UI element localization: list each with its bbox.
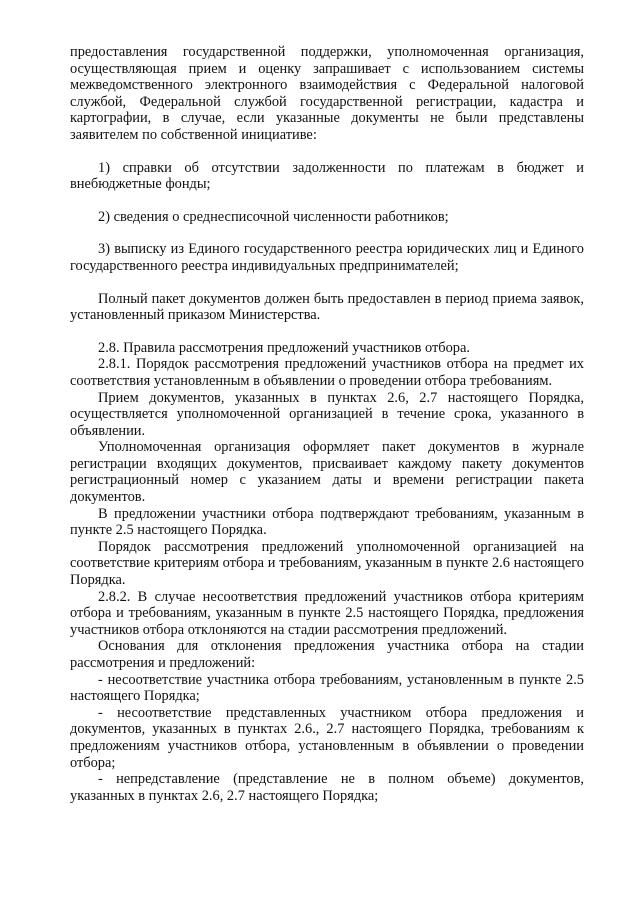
paragraph-confirmation: В предложении участники отбора подтверждают требованиям, указанным в пункте 2.5 настоящего Порядка. bbox=[70, 505, 584, 539]
list-item-participant-mismatch: - несоответствие участника отбора требованиям, установленным в пункте 2.5 настоящего Порядка; bbox=[70, 671, 584, 705]
list-item-registry-extract: 3) выписку из Единого государственного реестра юридических лиц и Единого государственного реестра индивидуальных предпринимателей; bbox=[70, 241, 584, 274]
list-item-non-submission: - непредставление (представление не в полном объеме) документов, указанных в пунктах 2.6, 2.7 настоящего Порядка; bbox=[70, 771, 584, 804]
paragraph-full-package: Полный пакет документов должен быть предоставлен в период приема заявок, установленный приказом Министерства. bbox=[70, 290, 584, 324]
paragraph-2-8-1: 2.8.1. Порядок рассмотрения предложений участников отбора на предмет их соответствия установленным в объявлении о проведении отбора требованиям. bbox=[70, 356, 584, 389]
list-item-documents-mismatch: - несоответствие представленных участником отбора предложения и документов, указанных в пунктах 2.6., 2.7 настоящего Порядка, требованиям к предложениям участников отбора, установленным в объявлении о проведении отбора; bbox=[70, 704, 584, 771]
list-item-employees: 2) сведения о среднесписочной численности работников; bbox=[98, 208, 449, 225]
paragraph-document-intake: Прием документов, указанных в пунктах 2.6, 2.7 настоящего Порядка, осуществляется уполномоченной организацией в течение срока, указанного в объявлении. bbox=[70, 389, 584, 439]
paragraph-2-8-2: 2.8.2. В случае несоответствия предложений участников отбора критериям отбора и требованиям, указанным в пункте 2.5 настоящего Порядка, предложения участников отбора отклоняются на стадии рассмотрения предложений. bbox=[70, 588, 584, 638]
paragraph-review-procedure: Порядок рассмотрения предложений уполномоченной организацией на соответствие критериям отбора и требованиям, указанным в пункте 2.6 настоящего Порядка. bbox=[70, 538, 584, 589]
paragraph-rejection-grounds: Основания для отклонения предложения участника отбора на стадии рассмотрения и предложений: bbox=[70, 638, 584, 671]
section-heading-2-8: 2.8. Правила рассмотрения предложений участников отбора. bbox=[98, 339, 470, 356]
paragraph-intro: предоставления государственной поддержки, уполномоченная организация, осуществляющая прием и оценку запрашивает с использованием системы межведомственного электронного взаимодействия с Федеральной налоговой службой, Федеральной службой государственной регистрации, кадастра и картографии, в случае, если указанные документы не были представлены заявителем по собственной инициативе: bbox=[70, 44, 584, 143]
paragraph-registration: Уполномоченная организация оформляет пакет документов в журнале регистрации входящих документов, присваивает каждому пакету документов регистрационный номер с указанием даты и времени регистрации пакета документов. bbox=[70, 439, 584, 506]
list-item-certificates: 1) справки об отсутствии задолженности по платежам в бюджет и внебюджетные фонды; bbox=[70, 159, 584, 193]
